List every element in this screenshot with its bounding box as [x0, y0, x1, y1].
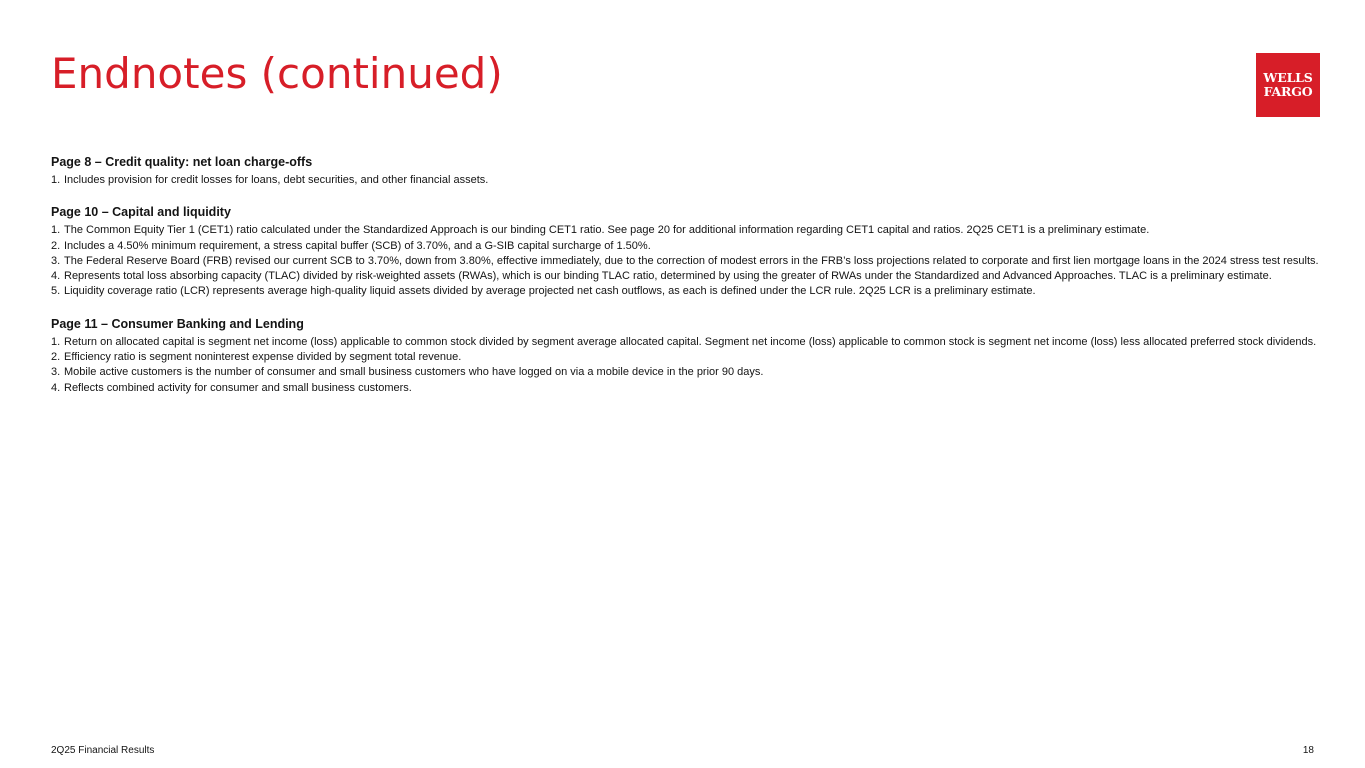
endnotes-content [51, 154, 1321, 412]
endnote [51, 381, 1321, 396]
endnote-number: 2. [51, 239, 61, 252]
endnote-text: Mobile active customers is the number of consumer and small business customers who have logged on via a mobile device in the prior 90 days. [64, 366, 764, 379]
endnote-number: 1. [51, 174, 61, 186]
endnote-text: Includes provision for credit losses for loans, debt securities, and other financial assets. [64, 174, 489, 186]
page-title: Endnotes (continued) [51, 49, 503, 98]
page-number: 18 [1302, 745, 1314, 756]
endnote-number: 5. [51, 285, 61, 298]
endnote-number: 2. [51, 351, 61, 364]
endnote-number: 3. [51, 254, 61, 267]
endnote [51, 239, 1321, 254]
wells-fargo-logo [1256, 53, 1320, 117]
endnote-number: 4. [51, 381, 61, 394]
endnote [51, 284, 1321, 299]
endnote-number: 1. [51, 335, 61, 348]
logo-line-1: WELLS [1263, 70, 1313, 85]
endnote-text: The Common Equity Tier 1 (CET1) ratio calculated under the Standardized Approach is our binding CET1 ratio. See page 20 for additional information regarding CET1 capital and ratios. 2Q25 CET1 is a preliminary estimate. [64, 224, 1150, 237]
endnote-text: Reflects combined activity for consumer and small business customers. [64, 381, 412, 394]
endnote-list [51, 223, 1321, 299]
section-heading: Page 8 – Credit quality: net loan charge-offs [51, 155, 313, 169]
endnote-text: Return on allocated capital is segment net income (loss) applicable to common stock divided by segment average allocated capital. Segment net income (loss) applicable to common stock is segment net income (loss) less allocated preferred stock dividends. [64, 335, 1317, 348]
footer-report-name: 2Q25 Financial Results [51, 745, 155, 756]
endnote-text: The Federal Reserve Board (FRB) revised our current SCB to 3.70%, down from 3.80%, effective immediately, due to the correction of modest errors in the FRB’s loss projections related to corporate and first lien mortgage loans in the 2024 stress test results. [64, 254, 1319, 267]
endnote [51, 335, 1321, 350]
endnote-text: Includes a 4.50% minimum requirement, a stress capital buffer (SCB) of 3.70%, and a G-SIB capital surcharge of 1.50%. [64, 239, 651, 252]
endnote [51, 223, 1321, 238]
section-page-8 [51, 154, 1321, 188]
endnote [51, 269, 1321, 284]
endnote-list [51, 173, 1321, 188]
endnote-number: 3. [51, 366, 61, 379]
endnote [51, 254, 1321, 269]
endnote-text: Efficiency ratio is segment noninterest expense divided by segment total revenue. [64, 351, 462, 364]
endnote [51, 173, 1321, 188]
endnote [51, 365, 1321, 380]
section-heading: Page 11 – Consumer Banking and Lending [51, 316, 304, 331]
section-heading: Page 10 – Capital and liquidity [51, 205, 231, 220]
section-page-11 [51, 316, 1321, 396]
endnote-number: 1. [51, 224, 61, 237]
endnote-text: Liquidity coverage ratio (LCR) represents average high-quality liquid assets divided by average projected net cash outflows, as each is defined under the LCR rule. 2Q25 LCR is a preliminary estimate. [64, 285, 1036, 298]
endnote-number: 4. [51, 270, 61, 283]
endnote-list [51, 335, 1321, 396]
endnote-text: Represents total loss absorbing capacity (TLAC) divided by risk-weighted assets (RWAs), which is our binding TLAC ratio, determined by using the greater of RWAs under the Standardized and Advanced Approaches. TLAC is a preliminary estimate. [64, 270, 1272, 283]
logo-line-2: FARGO [1263, 84, 1313, 99]
section-page-10 [51, 204, 1321, 299]
endnote [51, 350, 1321, 365]
